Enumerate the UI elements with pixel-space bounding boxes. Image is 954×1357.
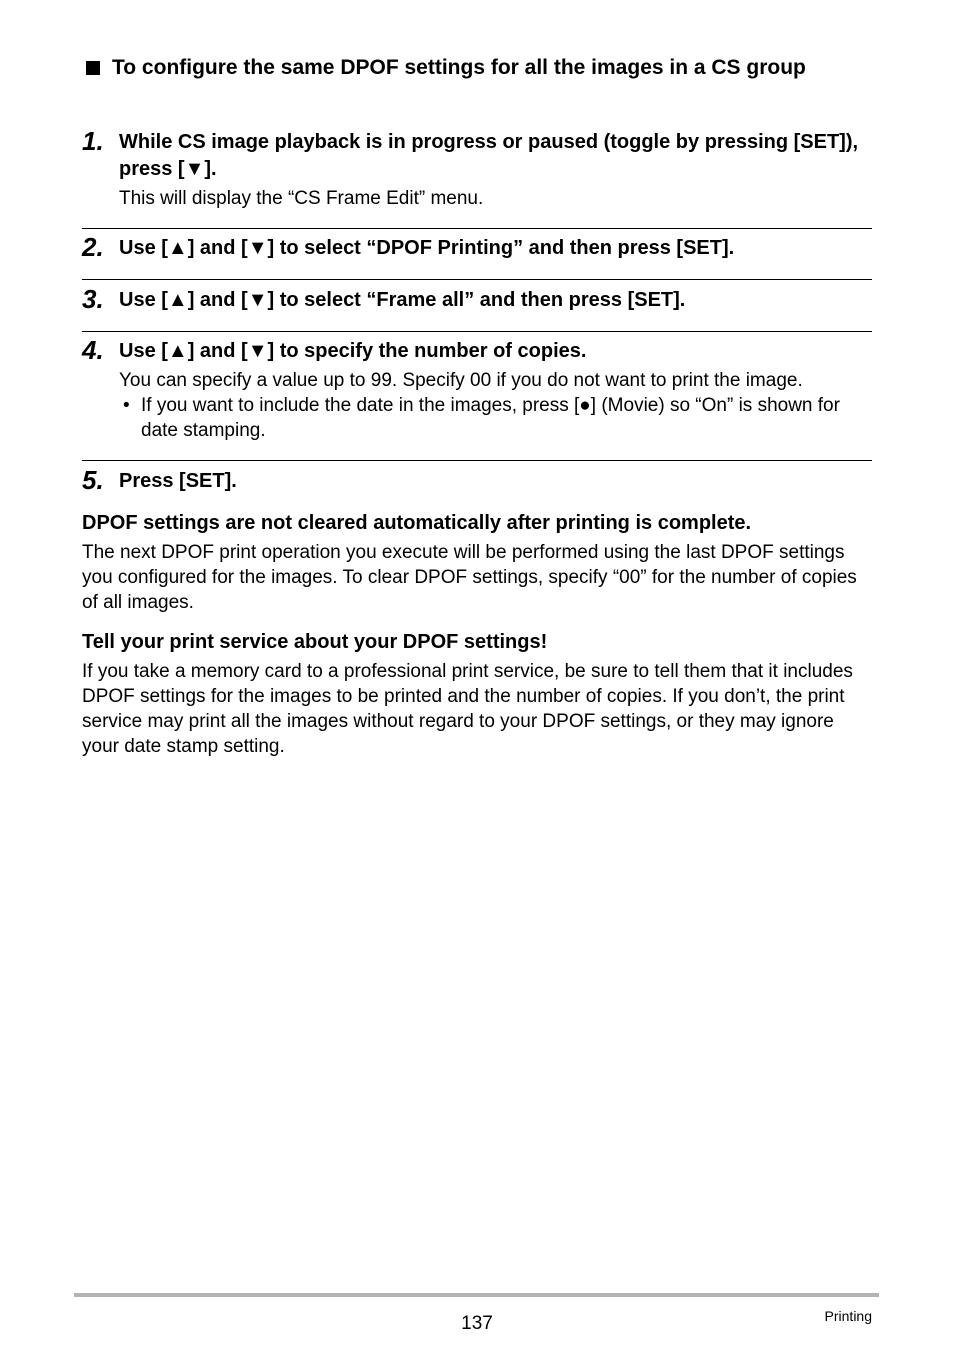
step-4-body: You can specify a value up to 99. Specify 00 if you do not want to print the image. [119,370,803,391]
step-divider [82,331,872,332]
step-5-title: Press [SET]. [119,470,237,492]
step-1-title: While CS image playback is in progress or paused (toggle by pressing [SET]), press [▼]. [119,131,859,180]
square-bullet-icon [86,61,100,75]
step-divider [82,228,872,229]
section-heading-text: To configure the same DPOF settings for all the images in a CS group [112,56,806,79]
note-1-heading: DPOF settings are not cleared automatically after printing is complete. [82,512,752,534]
step-2-title: Use [▲] and [▼] to select “DPOF Printing” and then press [SET]. [119,237,735,259]
footer-rule [74,1293,879,1297]
step-1-body: This will display the “CS Frame Edit” menu. [119,188,484,209]
section-heading [82,54,862,82]
bullet-point: • [123,395,130,416]
step-divider [82,279,872,280]
step-divider [82,460,872,461]
footer-section-label: Printing [824,1308,872,1324]
step-2-number: 2. [82,232,104,262]
step-3-number: 3. [82,284,104,314]
step-4-number: 4. [82,335,104,365]
note-2-body: If you take a memory card to a professional print service, be sure to tell them that it includes DPOF settings for the images to be printed and the number of copies. If you don’t, the print service may print all the images without regard to your DPOF settings, or they may ignore your date stamp setting. [82,661,853,757]
step-4-bullet-text: If you want to include the date in the images, press [●] (Movie) so “On” is shown for date stamping. [141,395,840,441]
step-4-title: Use [▲] and [▼] to specify the number of copies. [119,340,587,362]
step-3-title: Use [▲] and [▼] to select “Frame all” and then press [SET]. [119,289,686,311]
step-5-number: 5. [82,465,104,495]
note-2-heading: Tell your print service about your DPOF settings! [82,631,548,653]
step-1-number: 1. [82,126,104,156]
note-1-body: The next DPOF print operation you execute will be performed using the last DPOF settings you configured for the images. To clear DPOF settings, specify “00” for the number of copies of all images. [82,542,857,613]
page-number: 137 [461,1313,493,1334]
